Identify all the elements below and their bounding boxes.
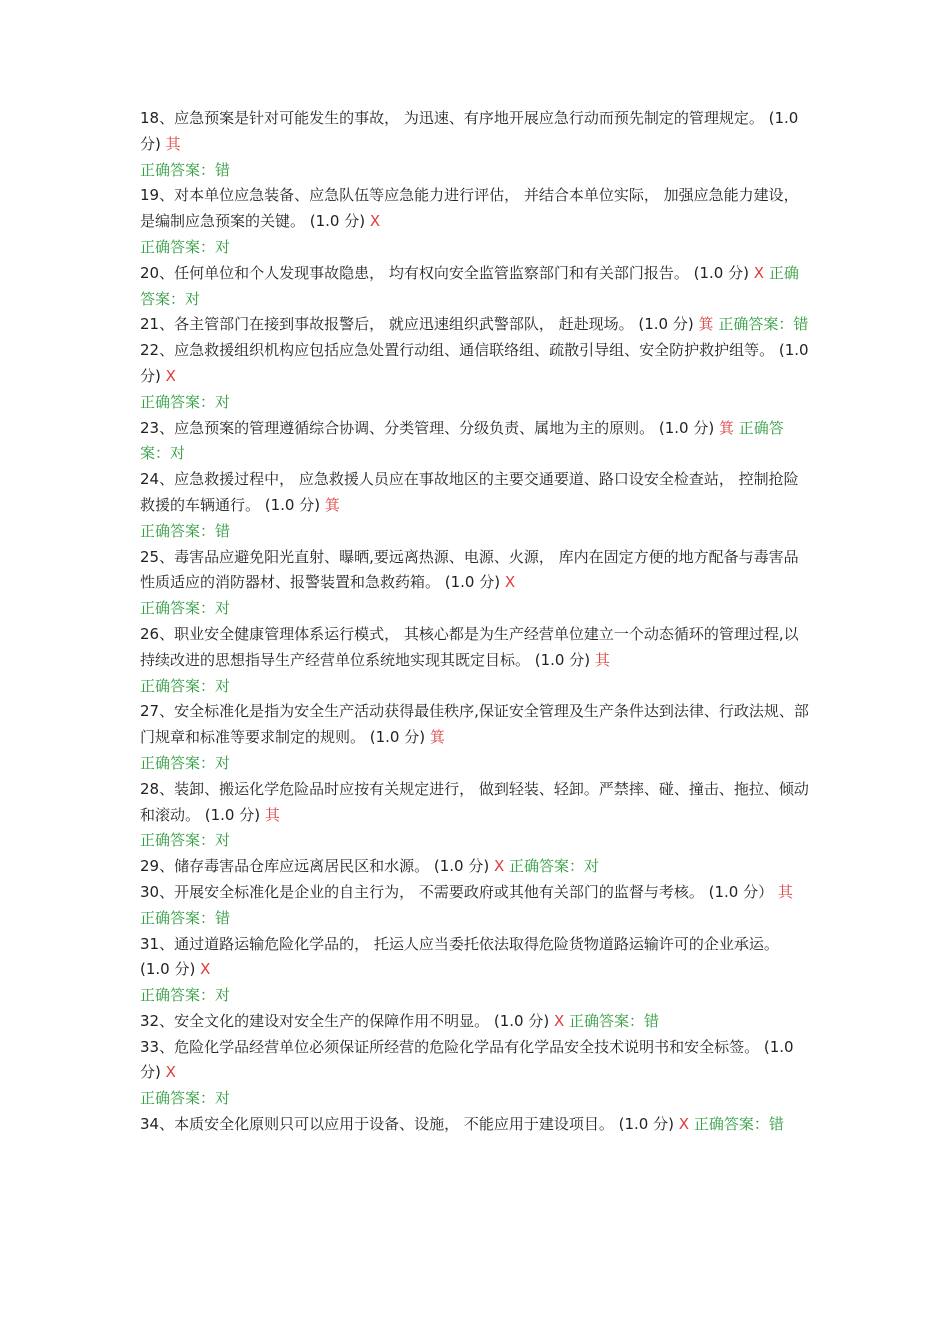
correct-answer: 正确答案：对 [140, 263, 799, 308]
question-item [140, 699, 812, 776]
question-text: 18、应急预案是针对可能发生的事故， 为迅速、有序地开展应急行动而预先制定的管理规定。 (1.0 分) [140, 109, 799, 153]
question-text: 22、应急救援组织机构应包括应急处置行动组、通信联络组、疏散引导组、安全防护救护组等。 (1.0 分) [140, 341, 809, 385]
correct-answer: 正确答案：错 [140, 521, 231, 540]
grading-mark: X [678, 1115, 690, 1134]
grading-mark: 其 [594, 650, 610, 669]
question-text: 28、装卸、搬运化学危险品时应按有关规定进行， 做到轻装、轻卸。严禁摔、碰、撞击、拖拉、倾动和滚动。 (1.0 分) [140, 779, 809, 824]
correct-answer: 正确答案：错 [140, 160, 231, 179]
grading-mark: X [753, 263, 765, 282]
grading-mark: 箕 [698, 315, 714, 334]
correct-answer: 正确答案：对 [509, 857, 600, 876]
correct-answer: 正确答案：对 [140, 237, 231, 256]
question-item [140, 467, 812, 544]
grading-mark: 箕 [429, 728, 445, 747]
question-text: 21、各主管部门在接到事故报警后， 就应迅速组织武警部队， 赶赴现场。 (1.0 分) [140, 315, 694, 334]
question-text: 19、对本单位应急装备、应急队伍等应急能力进行评估， 并结合本单位实际， 加强应急能力建设， 是编制应急预案的关键。 (1.0 分) [140, 186, 799, 231]
question-item [140, 416, 812, 468]
question-item [140, 183, 812, 260]
correct-answer: 正确答案：错 [140, 908, 231, 927]
question-item [140, 545, 812, 622]
grading-mark: X [493, 857, 505, 876]
question-text: 30、开展安全标准化是企业的自主行为， 不需要政府或其他有关部门的监督与考核。 (1.0 分） [140, 882, 774, 901]
correct-answer: 正确答案：对 [140, 676, 231, 695]
question-text: 24、应急救援过程中， 应急救援人员应在事故地区的主要交通要道、路口设安全检查站， 控制抢险救援的车辆通行。 (1.0 分) [140, 470, 799, 514]
question-text: 31、通过道路运输危险化学品的， 托运人应当委托依法取得危险货物道路运输许可的企业承运。 (1.0 分) [140, 934, 779, 979]
question-item [140, 622, 812, 699]
correct-answer: 正确答案：对 [140, 392, 231, 411]
correct-answer: 正确答案：对 [140, 599, 231, 618]
question-item [140, 1112, 812, 1138]
grading-mark: X [200, 960, 211, 979]
grading-mark: X [165, 1063, 176, 1082]
correct-answer: 正确答案：错 [693, 1115, 784, 1134]
question-item [140, 312, 812, 338]
question-item [140, 932, 812, 1009]
grading-mark: 其 [264, 805, 280, 824]
grading-mark: 其 [777, 882, 793, 901]
grading-mark: X [165, 366, 176, 385]
question-list [140, 106, 812, 1138]
question-item [140, 880, 812, 932]
grading-mark: 箕 [324, 495, 340, 514]
question-text: 29、储存毒害品仓库应远离居民区和水源。 (1.0 分) [140, 857, 490, 876]
question-item [140, 777, 812, 854]
grading-mark: X [553, 1011, 565, 1030]
question-text: 32、安全文化的建设对安全生产的保障作用不明显。 (1.0 分) [140, 1011, 550, 1030]
question-item [140, 261, 812, 313]
question-text: 25、毒害品应避免阳光直射、曝晒,要远离热源、电源、火源， 库内在固定方便的地方配备与毒害品性质适应的消防器材、报警装置和急救药箱。 (1.0 分) [140, 547, 799, 592]
grading-mark: X [369, 212, 381, 231]
question-text: 26、职业安全健康管理体系运行模式， 其核心都是为生产经营单位建立一个动态循环的管理过程,以持续改进的思想指导生产经营单位系统地实现其既定目标。 (1.0 分) [140, 624, 799, 669]
question-item [140, 1035, 812, 1112]
correct-answer: 正确答案：对 [140, 986, 231, 1005]
question-text: 34、本质安全化原则只可以应用于设备、设施， 不能应用于建设项目。 (1.0 分) [140, 1115, 674, 1134]
correct-answer: 正确答案：对 [140, 831, 231, 850]
correct-answer: 正确答案：错 [718, 315, 809, 334]
correct-answer: 正确答案：对 [140, 753, 231, 772]
question-text: 23、应急预案的管理遵循综合协调、分类管理、分级负责、属地为主的原则。 (1.0 分) [140, 418, 715, 437]
question-item [140, 1009, 812, 1035]
grading-mark: X [504, 573, 516, 592]
correct-answer: 正确答案：对 [140, 1089, 231, 1108]
question-item [140, 854, 812, 880]
question-text: 27、安全标准化是指为安全生产活动获得最佳秩序,保证安全管理及生产条件达到法律、行政法规、部门规章和标准等要求制定的规则。 (1.0 分) [140, 702, 809, 747]
grading-mark: 其 [165, 134, 181, 153]
grading-mark: 箕 [718, 418, 734, 437]
question-text: 33、危险化学品经营单位必须保证所经营的危险化学品有化学品安全技术说明书和安全标签。 (1.0 分) [140, 1037, 794, 1082]
question-text: 20、任何单位和个人发现事故隐患， 均有权向安全监管监察部门和有关部门报告。 (1.0 分) [140, 263, 749, 282]
question-item [140, 106, 812, 183]
correct-answer: 正确答案：错 [569, 1011, 660, 1030]
question-item [140, 338, 812, 415]
correct-answer: 正确答案：对 [140, 418, 784, 463]
